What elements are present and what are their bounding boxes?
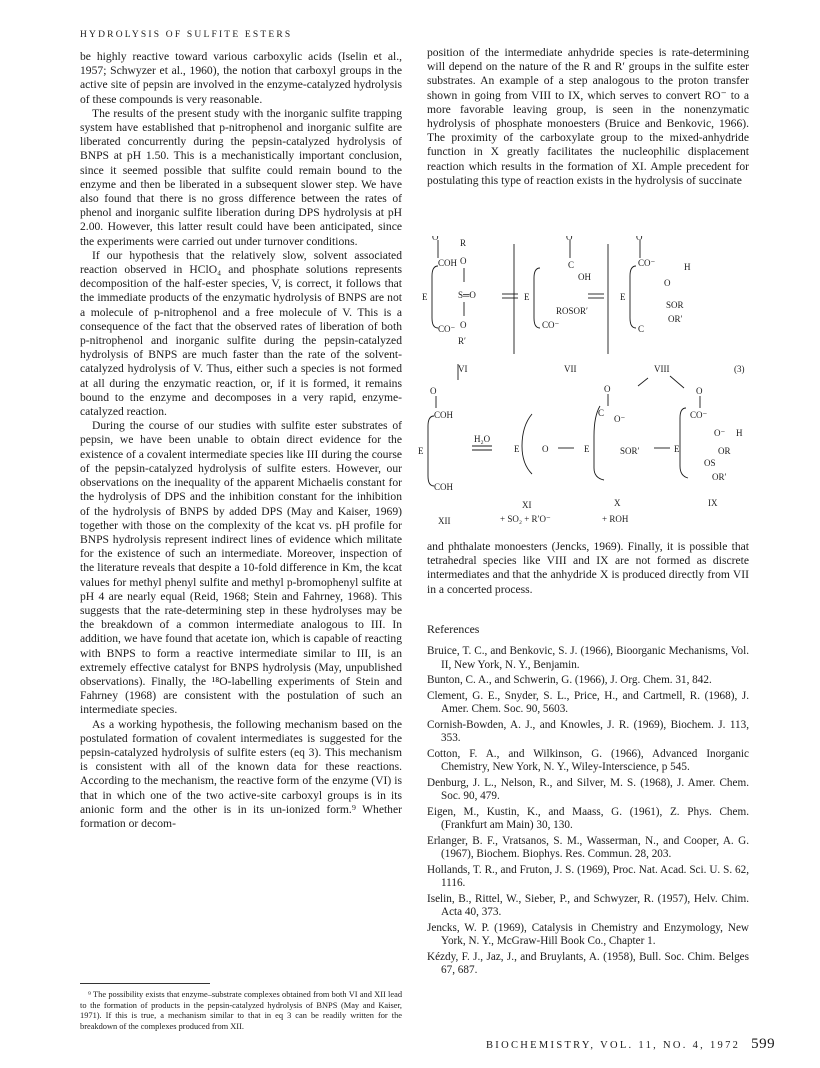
- label-ix: IX: [708, 498, 718, 508]
- atom-co-minus: CO⁻: [542, 320, 560, 330]
- atom-r-prime: R′: [458, 336, 466, 346]
- atom-o-minus: O⁻: [614, 414, 626, 424]
- right-column-top: [427, 46, 749, 188]
- paragraph-right-2: and phthalate monoesters (Jencks, 1969). Finally, it is possible that tetrahedral species like VIII and IX are not formed as discrete intermediates and that the anhydride X is produced directly from VII in a concerted process.: [427, 540, 749, 596]
- atom-enzyme: E: [418, 446, 424, 456]
- reaction-scheme-svg: [418, 236, 758, 526]
- reference-item: Jencks, W. P. (1969), Catalysis in Chemistry and Enzymology, New York, N. Y., McGraw-Hill Book Co., Chapter 1.: [427, 921, 749, 947]
- atom-s-eq-o: S═O: [458, 290, 476, 300]
- atom-sor: SOR: [666, 300, 684, 310]
- reference-item: Bunton, C. A., and Schwerin, G. (1966), J. Org. Chem. 31, 842.: [427, 674, 712, 686]
- journal-citation: BIOCHEMISTRY, VOL. 11, NO. 4, 1972: [486, 1040, 741, 1051]
- atom-enzyme: E: [422, 292, 428, 302]
- atom-o: O: [664, 278, 671, 288]
- atom-h: H: [736, 428, 743, 438]
- left-column: [80, 50, 402, 831]
- atom-co-minus: CO⁻: [690, 410, 708, 420]
- reference-item: Denburg, J. L., Nelson, R., and Silver, M. S. (1968), J. Amer. Chem. Soc. 90, 479.: [427, 776, 749, 802]
- paragraph-right-1: position of the intermediate anhydride species is rate-determining will depend on the nature of the R and R′ groups in the sulfite ester substrates. An example of a step analogous to the proton transfer shown in going from VIII to IX, which serves to convert RO⁻ to a more favorable leaving group, is seen in the nonenzymatic hydrolysis of phosphate monoesters (Bruice and Benkovic, 1966). The proximity of the carboxylate group to the mixed-anhydride function in X greatly facilitates the nucleophilic displacement reaction which results in the formation of XI. Ample precedent for postulating this type of reaction exists in the hydrolysis of succinate: [427, 46, 749, 187]
- atom-oh: OH: [578, 272, 591, 282]
- atom-or: OR: [718, 446, 731, 456]
- atom-sor-prime: SOR′: [620, 446, 640, 456]
- atom-o-minus: O⁻: [714, 428, 726, 438]
- atom-o: O: [636, 236, 643, 242]
- atom-o: O: [460, 320, 467, 330]
- atom-enzyme: E: [584, 444, 590, 454]
- label-vii: VII: [564, 364, 577, 374]
- reference-item: Erlanger, B. F., Vratsanos, S. M., Wasserman, N., and Cooper, A. G. (1967), Biochem. Biophys. Res. Commun. 28, 203.: [427, 834, 749, 860]
- atom-co-minus: CO⁻: [638, 258, 656, 268]
- paragraph-1: be highly reactive toward various carboxylic acids (Iselin et al., 1957; Schwyzer et al., 1960), the notion that carboxyl groups in the active site of pepsin are involved in the enzyme-catalyzed hydrolysis of these compounds is very reasonable.: [80, 50, 402, 106]
- atom-o: O: [696, 386, 703, 396]
- atom-o: O: [432, 236, 439, 242]
- atom-or-prime: OR′: [712, 472, 727, 482]
- reference-item: Eigen, M., Kustin, K., and Maass, G. (1961), Z. Phys. Chem. (Frankfurt am Main) 30, 130.: [427, 805, 749, 831]
- reference-item: Hollands, T. R., and Fruton, J. S. (1969), Proc. Nat. Acad. Sci. U. S. 62, 1116.: [427, 863, 749, 889]
- label-x: X: [614, 498, 621, 508]
- atom-enzyme: E: [524, 292, 530, 302]
- atom-o: O: [430, 386, 437, 396]
- atom-enzyme: E: [674, 444, 680, 454]
- reference-item: Clement, G. E., Snyder, S. L., Price, H., and Cartmell, R. (1968), J. Amer. Chem. Soc. 90, 5603.: [427, 689, 749, 715]
- atom-o: O: [460, 256, 467, 266]
- atom-o: O: [542, 444, 549, 454]
- paragraph-3: If our hypothesis that the relatively slow, solvent associated reaction observed in HClO₄ and phosphate solutions represents decomposition of the half-ester species, V, is correct, it follows that the immediate products of the enzymatic hydrolysis of BNPS are not a molecule of p-nitrophenol and a free molecule of V. This is a consequence of the fact that the observed rates of liberation of both p-nitrophenol and inorganic sulfite during the pepsin-catalyzed hydrolysis of BNPS are much faster than the rate of the solvent-catalyzed hydrolysis of V. Thus, either such a species is not formed at all during the enzymatic reaction, or, if it is formed, it remains bound to the enzyme and decomposes in a very rapid, enzyme-catalyzed reaction.: [80, 248, 402, 419]
- atom-or-prime: OR′: [668, 314, 683, 324]
- paragraph-4: During the course of our studies with sulfite ester substrates of pepsin, we have been unable to obtain direct evidence for the existence of a covalent intermediate species like III during the course of the pepsin-catalyzed hydrolysis of sulfite esters. However, our observations on the inequality of the apparent Michaelis constant for the hydrolysis of DPS and the inhibition constant for the inhibition of the hydrolysis of BNPS by added DPS (May and Kaiser, 1969) together with those on the complexity of the kcat vs. pH profile for BNPS hydrolysis represent indirect lines of evidence which militate for the existence of such an intermediate. Moreover, inspection of the literature reveals that despite a 10-fold difference in Km, the kcat values for methyl phenyl sulfite and methyl p-bromophenyl sulfite at pH 4 are nearly equal (Reid, 1968; Stein and Fahrney, 1968). This suggests that the rate-determining step in these hydrolyses may be the breakdown of a common intermediate analogous to III. In addition, we have found that acetate ion, which is capable of reacting with BNPS to form a reactive intermediate similar to III, is an extremely effective catalyst for BNPS hydrolysis (May, unpublished observations). Finally, the ¹⁸O-labelling experiments of Stein and Fahrney (1968) are consistent with the postulation of such an intermediate species.: [80, 419, 402, 717]
- label-xii: XII: [438, 516, 451, 526]
- atom-enzyme: E: [514, 444, 520, 454]
- atom-o: O: [566, 236, 573, 242]
- atom-c: C: [638, 324, 645, 334]
- label-vi: VI: [458, 364, 468, 374]
- running-head: HYDROLYSIS OF SULFITE ESTERS: [80, 30, 293, 40]
- atom-ro-sor: ROSOR′: [556, 306, 588, 316]
- paragraph-2: The results of the present study with the inorganic sulfite trapping system have established that p-nitrophenol and inorganic sulfite are liberated concurrently during the pepsin-catalyzed hydrolysis of BNPS at pH 1.50. This is a mechanistically important conclusion, since it seemed possible that sulfite could remain bound to the enzyme and then be liberated in a subsequent slower step. We have also found that there is no gross difference between the rates of phenol and inorganic sulfite liberation during DPS hydrolysis at pH 2.00. However, this latter result could have been anticipated, since the experiments were carried out under turnover conditions.: [80, 106, 402, 248]
- atom-coh: COH: [434, 410, 454, 420]
- atom-h: H: [684, 262, 691, 272]
- atom-coh: COH: [438, 258, 458, 268]
- reaction-scheme: [418, 236, 758, 526]
- atom-co-minus: CO⁻: [438, 324, 456, 334]
- label-viii: VIII: [654, 364, 670, 374]
- atom-o: O: [604, 384, 611, 394]
- products-x: + ROH: [602, 514, 629, 524]
- reference-item: Cotton, F. A., and Wilkinson, G. (1966), Advanced Inorganic Chemistry, New York, N. Y., Wiley-Interscience, p 545.: [427, 747, 749, 773]
- page-number: 599: [751, 1036, 776, 1052]
- atom-c: C: [598, 408, 605, 418]
- atom-r: R: [460, 238, 467, 248]
- atom-c: C: [568, 260, 575, 270]
- reference-item: Cornish-Bowden, A. J., and Knowles, J. R. (1969), Biochem. J. 113, 353.: [427, 718, 749, 744]
- reference-item: Kézdy, F. J., Jaz, J., and Bruylants, A. (1958), Bull. Soc. Chim. Belges 67, 687.: [427, 950, 749, 976]
- footnote: ⁹ The possibility exists that enzyme–substrate complexes obtained from both VI and XII lead to the formation of products in the pepsin-catalyzed hydrolysis of BNPS (May and Kaiser, 1971). If this is true, a mechanism similar to that in eq 3 can be readily written for the breakdown of the complexes produced from XII.: [80, 990, 402, 1031]
- atom-enzyme: E: [620, 292, 626, 302]
- page-footer: [486, 1036, 775, 1053]
- reference-item: Bruice, T. C., and Benkovic, S. J. (1966), Bioorganic Mechanisms, Vol. II, New York, N. Y., Benjamin.: [427, 645, 749, 671]
- atom-coh: COH: [434, 482, 454, 492]
- atom-os: OS: [704, 458, 716, 468]
- reference-item: Iselin, B., Rittel, W., Sieber, P., and Schwyzer, R. (1957), Helv. Chim. Acta 40, 373.: [427, 892, 749, 918]
- label-xi: XI: [522, 500, 532, 510]
- paragraph-5: As a working hypothesis, the following mechanism based on the postulated formation of covalent intermediates is suggested for the pepsin-catalyzed hydrolysis of sulfite esters (eq 3). This mechanism is consistent with all of the known data for these reactions. According to the mechanism, the reactive form of the enzyme (VI) is that in which one of the two active-site carboxyl groups is in its anionic form and the other is in its un-ionized form.⁹ Whether formation or decom-: [80, 717, 402, 830]
- equation-number: (3): [734, 364, 745, 374]
- water-label: H₂O: [474, 434, 491, 444]
- footnote-rule: [80, 983, 210, 984]
- references-heading: References: [427, 622, 480, 636]
- references-list: [427, 645, 749, 980]
- right-column-after-equation: [427, 540, 749, 597]
- products-xi: + SO₂ + R′O⁻: [500, 514, 551, 524]
